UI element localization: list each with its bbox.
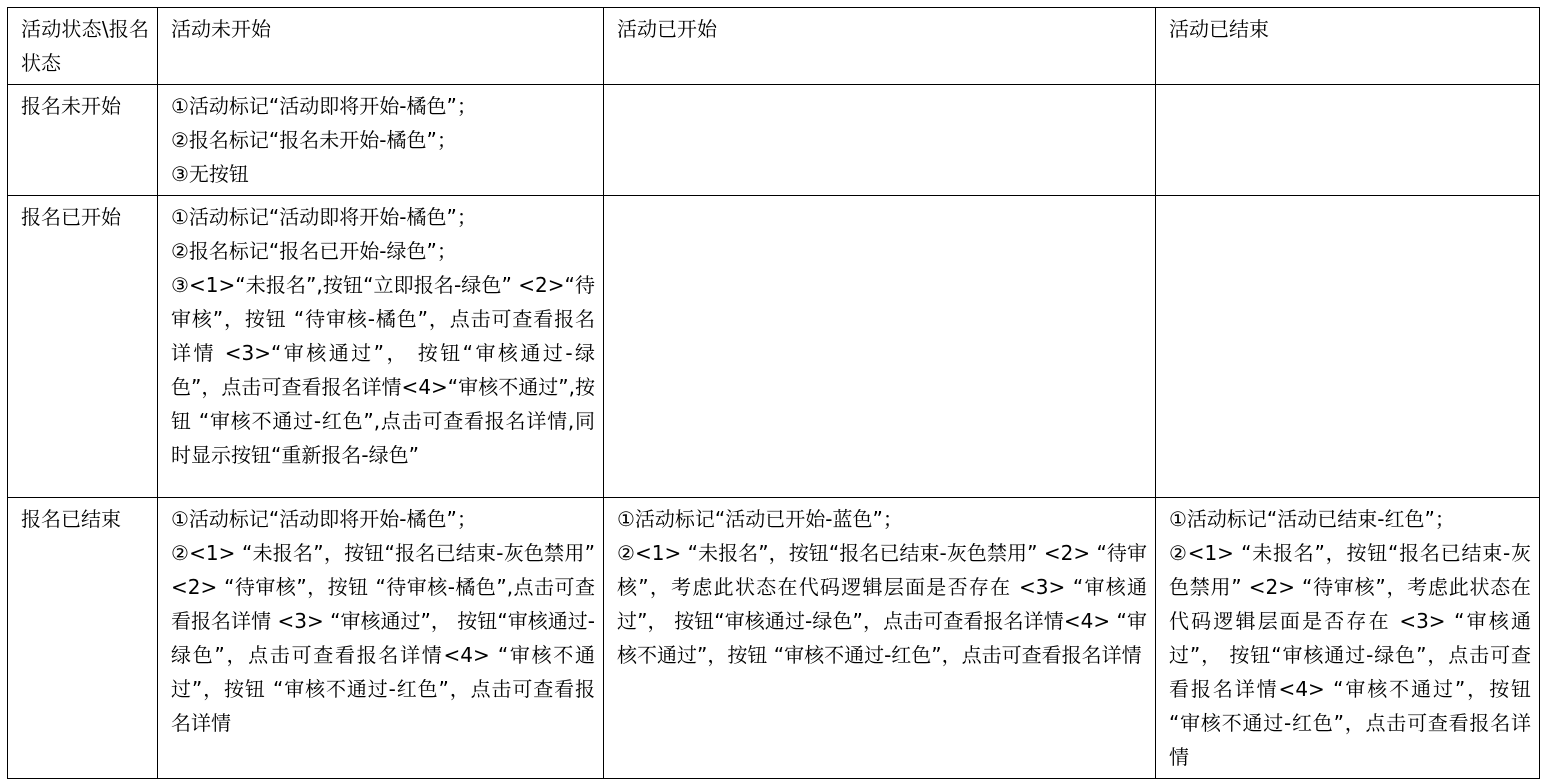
table-cell [1156,498,1540,779]
cell-line: ②报名标记“报名未开始-橘色”； [171,128,457,152]
table-cell-empty [604,196,1156,498]
table-cell [158,196,604,498]
cell-line: ②报名标记“报名已开始-绿色”； [171,239,457,263]
cell-line: ②<1> “未报名”，按钮“报名已结束-灰色禁用” <2> “待审核”，考虑此状态在代码逻辑层面是否存在 <3> “审核通过”， 按钮“审核通过-绿色”，点击可查看报名详情<4> “审核不通过”，按钮 “审核不通过-红色”，点击可查看报名详情 [617,541,1147,667]
header-cell-activity-not-started: 活动未开始 [158,8,604,85]
header-cell-corner: 活动状态\报名状态 [8,8,158,85]
cell-line: ①活动标记“活动即将开始-橘色”； [171,507,477,531]
header-cell-activity-ended: 活动已结束 [1156,8,1540,85]
table-cell [158,498,604,779]
table-cell [604,498,1156,779]
row-label: 报名已结束 [8,498,158,779]
table-row-registration-not-started [8,85,1540,196]
cell-line: ①活动标记“活动即将开始-橘色”； [171,205,477,229]
cell-line: ③<1>“未报名”,按钮“立即报名-绿色” <2>“待审核”，按钮 “待审核-橘色”，点击可查看报名详情 <3>“审核通过”， 按钮“审核通过-绿色”，点击可查看报名详情<4>“审核不通过”,按钮 “审核不通过-红色”,点击可查看报名详情,同时显示按钮“重新报名-绿色” [171,273,595,467]
cell-line: ①活动标记“活动已结束-红色”； [1169,507,1455,531]
cell-line: ①活动标记“活动即将开始-橘色”； [171,94,477,118]
table-cell-empty [604,85,1156,196]
cell-line: ②<1> “未报名”，按钮“报名已结束-灰色禁用” <2> “待审核”，考虑此状态在代码逻辑层面是否存在 <3> “审核通过”， 按钮“审核通过-绿色”，点击可查看报名详情<4> “审核不通过”，按钮 “审核不通过-红色”，点击可查看报名详情 [1169,541,1531,769]
table-row-registration-started [8,196,1540,498]
row-label: 报名未开始 [8,85,158,196]
row-label: 报名已开始 [8,196,158,498]
table-header-row [8,8,1540,85]
cell-line: ③无按钮 [171,162,249,186]
cell-line: ②<1> “未报名”，按钮“报名已结束-灰色禁用” <2> “待审核”，按钮 “待审核-橘色”,点击可查看报名详情 <3> “审核通过”， 按钮“审核通过-绿色”，点击可查看报名详情<4> “审核不通过”，按钮 “审核不通过-红色”，点击可查看报名详情 [171,541,595,735]
header-cell-activity-started: 活动已开始 [604,8,1156,85]
table-row-registration-ended [8,498,1540,779]
activity-registration-status-table [7,7,1540,779]
table-cell-empty [1156,196,1540,498]
cell-line: ①活动标记“活动已开始-蓝色”； [617,507,903,531]
table-cell-empty [1156,85,1540,196]
table-cell [158,85,604,196]
